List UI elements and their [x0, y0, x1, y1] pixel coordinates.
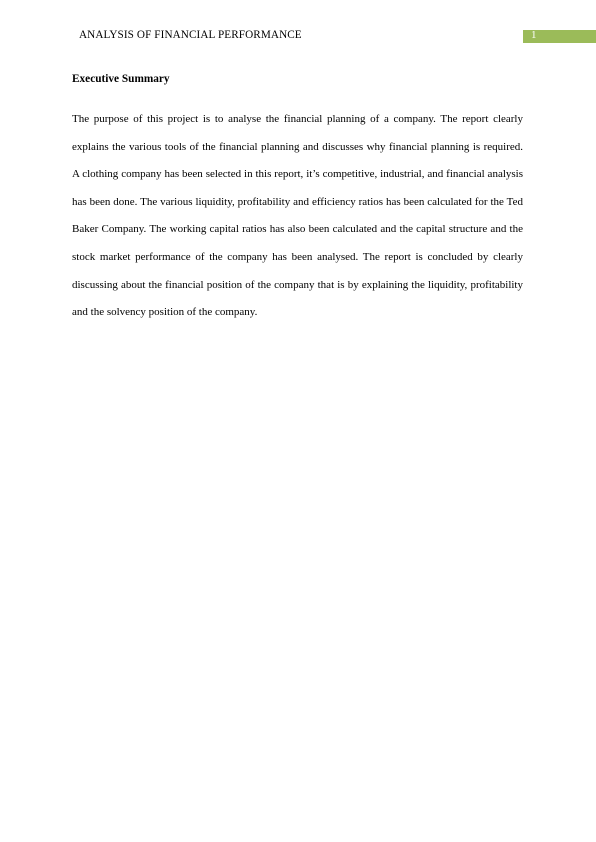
section-heading: Executive Summary: [72, 73, 170, 85]
page-number: 1: [531, 29, 537, 41]
document-body: [72, 71, 523, 327]
page-number-badge: [523, 30, 596, 43]
page-header: [0, 28, 596, 44]
header-title: ANALYSIS OF FINANCIAL PERFORMANCE: [79, 29, 302, 41]
executive-summary-paragraph: The purpose of this project is to analyse the financial planning of a company. The report clearly explains the various tools of the financial planning and discusses why financial planning is required. A clothing company has been selected in this report, it’s competitive, industrial, and financial analysis has been done. The various liquidity, profitability and efficiency ratios has been calculated for the Ted Baker Company. The working capital ratios has also been calculated and the capital structure and the stock market performance of the company has been analysed. The report is concluded by clearly discussing about the financial position of the company that is by explaining the liquidity, profitability and the solvency position of the company.: [72, 113, 523, 319]
